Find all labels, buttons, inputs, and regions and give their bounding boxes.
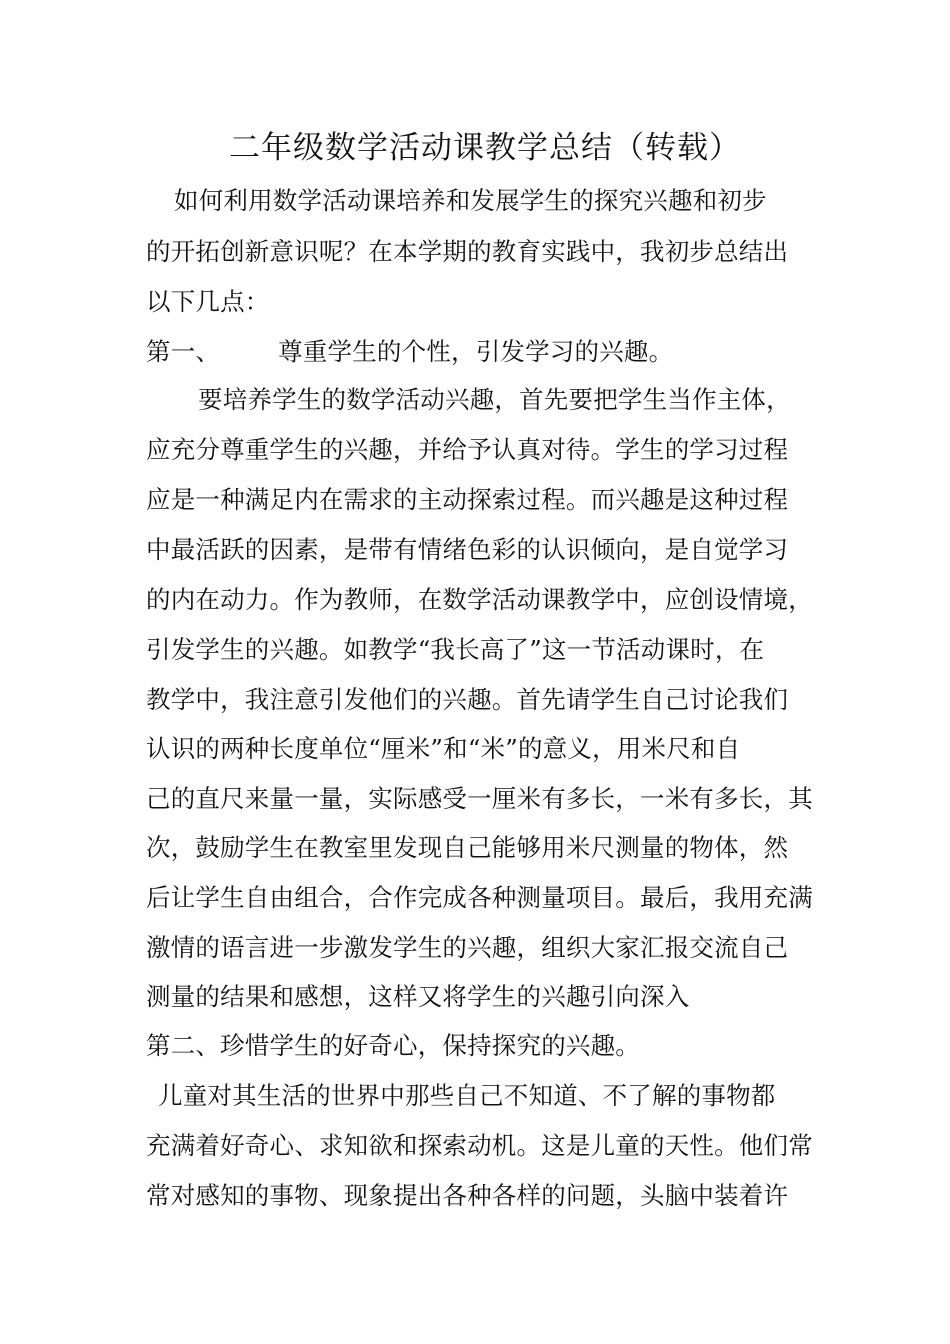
paragraph-line: 以下几点： bbox=[146, 287, 270, 316]
paragraph-line: 引发学生的兴趣。如教学“我长高了”这一节活动课时，在 bbox=[146, 635, 765, 664]
paragraph-line: 充满着好奇心、求知欲和探索动机。这是儿童的天性。他们常 bbox=[146, 1131, 813, 1160]
paragraph-line: 激情的语言进一步激发学生的兴趣，组织大家汇报交流自己 bbox=[146, 933, 789, 962]
paragraph-line: 应充分尊重学生的兴趣，并给予认真对待。学生的学习过程 bbox=[146, 435, 789, 464]
document-title: 二年级数学活动课教学总结（转载） bbox=[229, 130, 741, 166]
paragraph-line: 应是一种满足内在需求的主动探索过程。而兴趣是这种过程 bbox=[146, 485, 789, 514]
paragraph-line: 次，鼓励学生在教室里发现自己能够用米尺测量的物体，然 bbox=[146, 833, 789, 862]
paragraph-line: 后让学生自由组合，合作完成各种测量项目。最后，我用充满 bbox=[146, 883, 813, 912]
section-heading-text: 尊重学生的个性，引发学习的兴趣。 bbox=[278, 337, 674, 366]
section-heading-number: 第一、 bbox=[146, 337, 221, 366]
paragraph-line: 儿童对其生活的世界中那些自己不知道、不了解的事物都 bbox=[158, 1081, 776, 1110]
section-heading-1 bbox=[146, 334, 673, 370]
paragraph-line: 己的直尺来量一量，实际感受一厘米有多长，一米有多长，其 bbox=[146, 784, 813, 813]
paragraph-line: 认识的两种长度单位“厘米”和“米”的意义，用米尺和自 bbox=[146, 734, 741, 763]
paragraph-line: 教学中，我注意引发他们的兴趣。首先请学生自己讨论我们 bbox=[146, 685, 789, 714]
paragraph-line: 测量的结果和感想，这样又将学生的兴趣引向深入 bbox=[146, 982, 690, 1011]
paragraph-line: 的内在动力。作为教师，在数学活动课教学中，应创设情境， bbox=[146, 585, 813, 614]
paragraph-line: 的开拓创新意识呢？在本学期的教育实践中，我初步总结出 bbox=[146, 237, 789, 266]
paragraph-line: 中最活跃的因素，是带有情绪色彩的认识倾向，是自觉学习 bbox=[146, 535, 789, 564]
section-heading-2: 第二、珍惜学生的好奇心，保持探究的兴趣。 bbox=[146, 1031, 640, 1060]
paragraph-line: 要培养学生的数学活动兴趣，首先要把学生当作主体， bbox=[198, 385, 791, 414]
paragraph-line: 常对感知的事物、现象提出各种各样的问题，头脑中装着许 bbox=[146, 1181, 789, 1210]
paragraph-line: 如何利用数学活动课培养和发展学生的探究兴趣和初步 bbox=[174, 186, 767, 215]
